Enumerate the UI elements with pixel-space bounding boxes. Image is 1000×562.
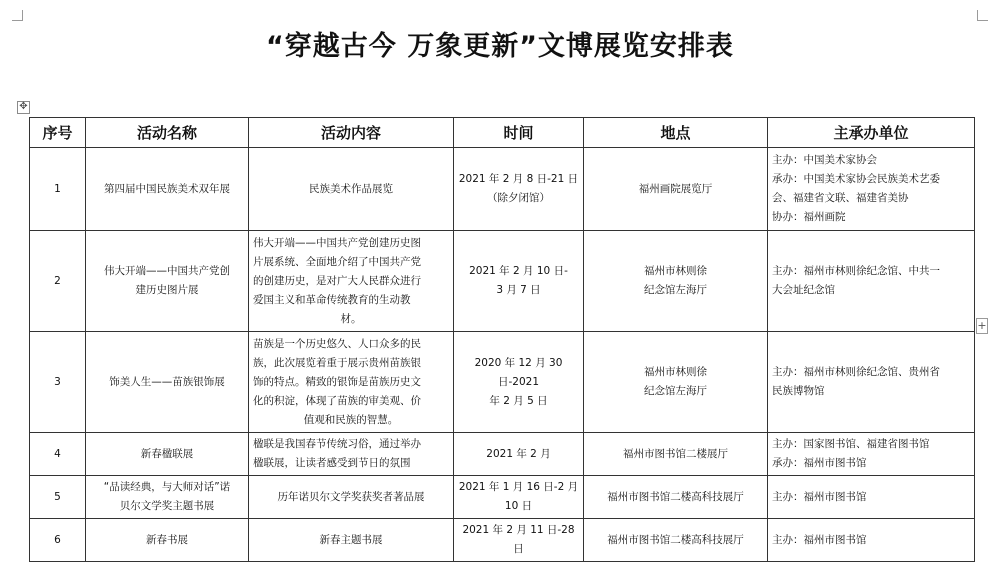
cell-text: 新春书展 xyxy=(146,533,188,546)
cell-text: 材。 xyxy=(340,312,362,325)
cell-text: 2021 年 1 月 16 日-2 月 xyxy=(458,481,579,493)
cell-text: 纪念馆左海厅 xyxy=(644,284,707,296)
schedule-table xyxy=(29,117,975,562)
cell-text: 主办：福州市图书馆 xyxy=(772,533,867,546)
cell-text: 福州市林则徐 xyxy=(644,265,707,277)
cell-text: 新春主题书展 xyxy=(319,533,383,546)
cell-place xyxy=(584,433,768,476)
cell-content xyxy=(249,148,454,231)
header-activity-name: 活动名称 xyxy=(86,118,249,148)
cell-text: （除夕闭馆） xyxy=(487,192,550,204)
cell-text: 民族美术作品展览 xyxy=(309,182,393,195)
table-row xyxy=(30,433,975,476)
cell-text: 2021 年 2 月 10 日- xyxy=(469,265,568,277)
cell-text: 福州市林则徐 xyxy=(644,366,707,378)
cell-text: 饰的特点。精致的银饰是苗族历史文 xyxy=(253,375,421,388)
cell-text: 主办：国家图书馆、福建省图书馆 xyxy=(772,438,930,450)
cell-text: 主办：中国美术家协会 xyxy=(772,154,877,166)
cell-place xyxy=(584,332,768,433)
cell-text: 主办：福州市图书馆 xyxy=(772,490,867,503)
cell-text: “品读经典，与大师对话”诺 xyxy=(103,481,231,493)
cell-text: 福州市图书馆二楼高科技展厅 xyxy=(607,533,744,546)
cell-text: 承办：福州市图书馆 xyxy=(772,457,867,469)
cell-text: 大会址纪念馆 xyxy=(772,284,835,296)
cell-number: 1 xyxy=(30,148,86,231)
cell-organizer xyxy=(768,519,975,562)
cell-name xyxy=(86,519,249,562)
cell-name xyxy=(86,476,249,519)
cell-place xyxy=(584,231,768,332)
page-corner-top-left xyxy=(12,10,23,21)
cell-time xyxy=(454,433,584,476)
cell-text: 化的积淀，体现了苗族的审美观、价 xyxy=(253,394,421,407)
cell-text: 苗族是一个历史悠久、人口众多的民 xyxy=(253,337,421,350)
table-header-row xyxy=(30,118,975,148)
cell-text: 片展系统、全面地介绍了中国共产党 xyxy=(253,255,421,268)
table-row xyxy=(30,148,975,231)
cell-content xyxy=(249,476,454,519)
cell-text: 第四届中国民族美术双年展 xyxy=(104,182,230,195)
add-column-icon[interactable]: + xyxy=(977,319,987,332)
cell-organizer xyxy=(768,433,975,476)
cell-text: 的创建历史，是对广大人民群众进行 xyxy=(253,274,421,287)
cell-text: 年 2 月 5 日 xyxy=(489,394,548,407)
cell-name xyxy=(86,148,249,231)
cell-text: 福州画院展览厅 xyxy=(638,182,713,195)
cell-content xyxy=(249,231,454,332)
cell-text: 3 月 7 日 xyxy=(496,284,541,296)
cell-time xyxy=(454,148,584,231)
table-row xyxy=(30,332,975,433)
cell-text: 爱国主义和革命传统教育的生动教 xyxy=(253,293,411,306)
cell-number: 2 xyxy=(30,231,86,332)
cell-time xyxy=(454,476,584,519)
cell-text: 2021 年 2 月 xyxy=(486,447,551,460)
cell-number: 3 xyxy=(30,332,86,433)
cell-text: 饰美人生——苗族银饰展 xyxy=(109,375,225,388)
cell-text: 会、福建省文联、福建省美协 xyxy=(772,192,909,204)
cell-text: 新春楹联展 xyxy=(140,447,194,460)
cell-text: 主办：福州市林则徐纪念馆、贵州省 xyxy=(772,366,940,378)
cell-number: 5 xyxy=(30,476,86,519)
cell-text: 建历史图片展 xyxy=(135,284,199,296)
cell-text: 承办：中国美术家协会民族美术艺委 xyxy=(772,173,940,185)
table-row xyxy=(30,476,975,519)
cell-text: 福州市图书馆二楼高科技展厅 xyxy=(607,490,744,503)
page-corner-top-right xyxy=(977,10,988,21)
cell-time xyxy=(454,231,584,332)
cell-text: 伟大开端——中国共产党创建历史图 xyxy=(253,236,421,249)
cell-organizer xyxy=(768,231,975,332)
header-organizer: 主承办单位 xyxy=(768,118,975,148)
cell-text: 伟大开端——中国共产党创 xyxy=(104,265,230,277)
cell-text: 贝尔文学奖主题书展 xyxy=(119,500,215,512)
header-activity-content: 活动内容 xyxy=(249,118,454,148)
cell-text: 主办：福州市林则徐纪念馆、中共一 xyxy=(772,265,940,277)
cell-text: 历年诺贝尔文学奖获奖者著品展 xyxy=(277,490,425,503)
cell-time xyxy=(454,332,584,433)
cell-name xyxy=(86,433,249,476)
cell-place xyxy=(584,476,768,519)
header-place: 地点 xyxy=(584,118,768,148)
cell-text: 楹联是我国春节传统习俗，通过举办 xyxy=(253,438,421,450)
cell-content xyxy=(249,332,454,433)
cell-text: 民族博物馆 xyxy=(772,385,825,397)
cell-text: 福州市图书馆二楼展厅 xyxy=(623,447,728,460)
cell-number: 6 xyxy=(30,519,86,562)
cell-text: 纪念馆左海厅 xyxy=(644,385,707,397)
cell-text: 2021 年 2 月 8 日-21 日 xyxy=(458,173,579,185)
table-move-handle-icon[interactable]: ✥ xyxy=(17,101,30,114)
cell-name xyxy=(86,332,249,433)
cell-number: 4 xyxy=(30,433,86,476)
cell-organizer xyxy=(768,148,975,231)
cell-content xyxy=(249,519,454,562)
cell-text: 族，此次展览着重于展示贵州苗族银 xyxy=(253,356,421,369)
cell-text: 协办：福州画院 xyxy=(772,211,846,223)
header-time: 时间 xyxy=(454,118,584,148)
cell-text: 10 日 xyxy=(504,500,533,512)
table-row xyxy=(30,519,975,562)
cell-text: 2020 年 12 月 30 日-2021 xyxy=(474,356,563,388)
cell-text: 2021 年 2 月 11 日-28 日 xyxy=(462,524,575,555)
cell-text: 值观和民族的智慧。 xyxy=(303,413,399,426)
header-number: 序号 xyxy=(30,118,86,148)
cell-time xyxy=(454,519,584,562)
cell-content xyxy=(249,433,454,476)
cell-text: 楹联展，让读者感受到节日的氛围 xyxy=(253,457,411,469)
document-title: “穿越古今 万象更新”文博展览安排表 xyxy=(266,31,734,62)
cell-place xyxy=(584,148,768,231)
cell-organizer xyxy=(768,476,975,519)
cell-name xyxy=(86,231,249,332)
cell-organizer xyxy=(768,332,975,433)
cell-place xyxy=(584,519,768,562)
table-row xyxy=(30,231,975,332)
